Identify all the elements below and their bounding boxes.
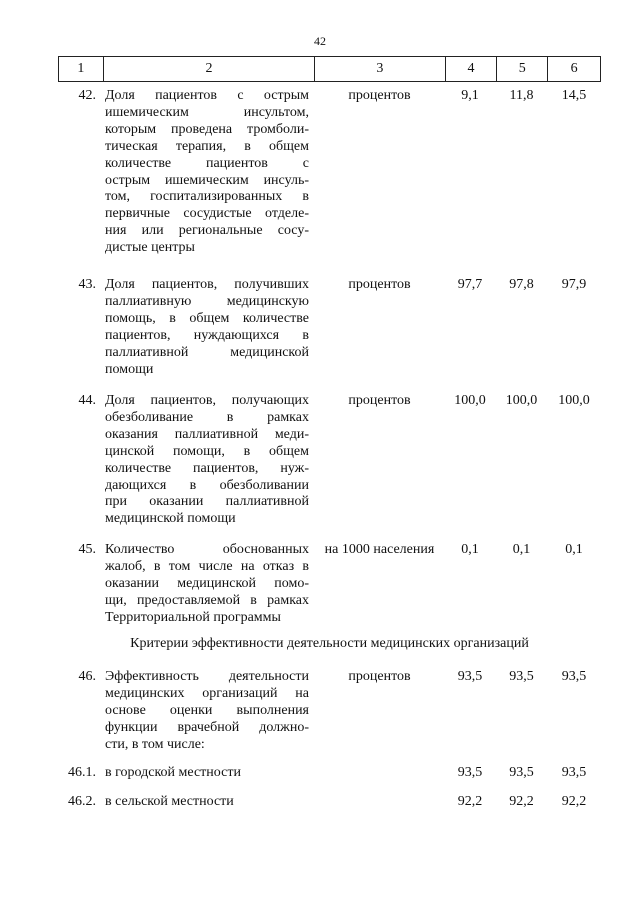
row-description: в городской местности <box>105 765 241 780</box>
row-number: 46.2. <box>68 794 96 809</box>
row-value-col6: 93,5 <box>561 669 587 684</box>
desc-line: первичные сосудистые отделе- <box>105 206 309 222</box>
row-unit: процентов <box>348 88 411 103</box>
desc-line: Доля пациентов, получивших <box>105 277 309 292</box>
row-value-col5: 92,2 <box>509 794 534 809</box>
row-value-col4: 97,7 <box>457 277 483 292</box>
row-description <box>105 669 309 754</box>
row-value-col4: 100,0 <box>454 393 486 408</box>
row-value-col4: 0,1 <box>461 542 479 557</box>
desc-line: пациентов, нуждающихся в <box>105 327 309 343</box>
header-col-4: 4 <box>445 57 497 81</box>
header-col-5: 5 <box>496 57 547 81</box>
table-header <box>58 56 601 82</box>
desc-line: дающихся в обезболивании <box>105 477 309 493</box>
header-col-1: 1 <box>77 61 85 76</box>
row-value-col5: 93,5 <box>509 765 534 780</box>
desc-line: щи, предоставляемой в рамках <box>105 592 309 608</box>
row-unit: на 1000 населения <box>324 542 435 557</box>
row-unit: процентов <box>348 277 411 292</box>
desc-line: которым проведена тромболи- <box>105 121 309 137</box>
page-number: 42 <box>314 34 326 48</box>
desc-line: цинской помощи, в общем <box>105 443 309 459</box>
row-value-col6: 92,2 <box>561 794 587 809</box>
row-description <box>105 277 309 378</box>
row-number: 45. <box>78 542 96 557</box>
desc-line: медицинских организаций на <box>105 685 309 701</box>
desc-line: медицинской помощи <box>105 511 236 527</box>
row-value-col5: 0,1 <box>512 542 531 557</box>
desc-line: острым ишемическим инсуль- <box>105 172 309 188</box>
desc-line: Количество обоснованных <box>105 542 309 557</box>
desc-line: том, госпитализированных в <box>105 189 309 205</box>
desc-line: основе оценки выполнения <box>105 702 309 718</box>
desc-line: количестве пациентов, нуж- <box>105 460 309 476</box>
desc-line: оказания паллиативной меди- <box>105 426 309 442</box>
row-value-col5: 100,0 <box>505 393 538 408</box>
header-col-3: 3 <box>314 57 445 81</box>
desc-line: помощи <box>105 361 154 377</box>
row-number: 46. <box>78 669 96 684</box>
section-title: Критерии эффективности деятельности медицинских организаций <box>130 636 529 651</box>
row-number: 42. <box>78 88 96 103</box>
row-value-col6: 0,1 <box>565 542 583 557</box>
desc-line: тическая терапия, в общем <box>105 138 309 154</box>
row-value-col4: 93,5 <box>457 669 483 684</box>
row-number: 46.1. <box>68 765 96 780</box>
row-number: 43. <box>78 277 96 292</box>
row-value-col4: 9,1 <box>461 88 479 103</box>
desc-line: обезболивание в рамках <box>105 409 309 425</box>
desc-line: паллиативной медицинской <box>105 344 309 360</box>
row-value-col6: 93,5 <box>561 765 587 780</box>
desc-line: оказании медицинской помо- <box>105 575 309 591</box>
desc-line: ишемическим инсультом, <box>105 104 309 120</box>
row-unit: процентов <box>348 393 411 408</box>
row-description <box>105 542 309 627</box>
row-value-col5: 97,8 <box>509 277 534 292</box>
desc-line: помощь, в общем количестве <box>105 310 309 326</box>
desc-line: Территориальной программы <box>105 609 281 625</box>
row-value-col4: 93,5 <box>457 765 483 780</box>
header-col-6: 6 <box>547 57 600 81</box>
row-value-col6: 100,0 <box>558 393 590 408</box>
desc-line: количестве пациентов с <box>105 155 309 171</box>
desc-line: при оказании паллиативной <box>105 494 309 510</box>
row-description <box>105 88 309 257</box>
header-col-2: 2 <box>103 57 314 81</box>
row-value-col6: 14,5 <box>561 88 587 103</box>
row-value-col5: 93,5 <box>509 669 534 684</box>
row-value-col5: 11,8 <box>509 88 534 103</box>
desc-line: ния или региональные сосу- <box>105 223 309 239</box>
row-value-col6: 97,9 <box>561 277 587 292</box>
desc-line: сти, в том числе: <box>105 736 205 752</box>
row-description <box>105 393 309 528</box>
row-description: в сельской местности <box>105 794 234 809</box>
desc-line: Доля пациентов, получающих <box>105 393 309 408</box>
desc-line: Эффективность деятельности <box>105 669 309 684</box>
row-value-col4: 92,2 <box>457 794 483 809</box>
desc-line: функции врачебной должно- <box>105 719 309 735</box>
row-unit: процентов <box>348 669 411 684</box>
desc-line: паллиативную медицинскую <box>105 293 309 309</box>
desc-line: жалоб, в том числе на отказ в <box>105 558 309 574</box>
desc-line: Доля пациентов с острым <box>105 88 309 103</box>
row-number: 44. <box>78 393 96 408</box>
desc-line: дистые центры <box>105 240 195 256</box>
